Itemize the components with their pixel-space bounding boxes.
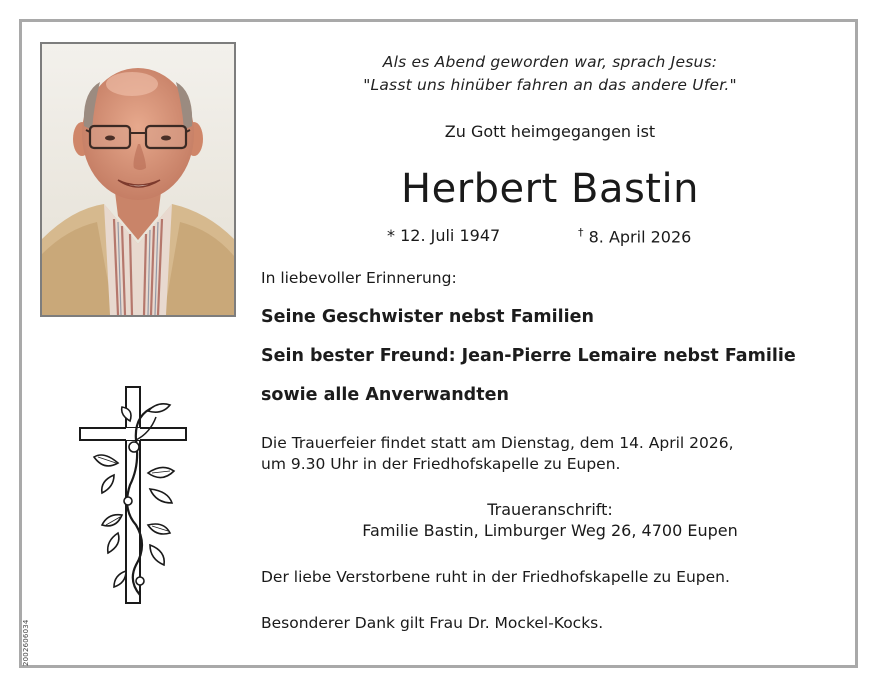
quote-line-1: Als es Abend geworden war, sprach Jesus:: [382, 53, 718, 71]
death-mark: †: [578, 226, 584, 239]
mourner-line: Sein bester Freund: Jean-Pierre Lemaire nebst Familie: [261, 346, 796, 366]
quote-line-2: "Lasst uns hinüber fahren an das andere Ufer.": [363, 76, 737, 94]
mourner-line: Seine Geschwister nebst Familien: [261, 307, 594, 327]
thanks-note: Besonderer Dank gilt Frau Dr. Mockel-Kocks.: [261, 614, 604, 632]
cross-with-vine-icon: [78, 385, 190, 607]
memory-label: In liebevoller Erinnerung:: [261, 269, 457, 287]
death-date-value: 8. April 2026: [588, 227, 692, 247]
side-code: 2002606034: [22, 619, 30, 666]
mourner-line: sowie alle Anverwandten: [261, 385, 509, 405]
portrait-photo: [40, 42, 236, 317]
rest-note: Der liebe Verstorbene ruht in der Friedhofskapelle zu Eupen.: [261, 568, 730, 586]
death-date: [578, 226, 691, 246]
intro-text: Zu Gott heimgegangen ist: [444, 122, 656, 141]
birth-date-value: 12. Juli 1947: [400, 226, 501, 245]
birth-mark: *: [387, 226, 395, 245]
address-title: Traueranschrift:: [487, 500, 613, 519]
funeral-line-2: um 9.30 Uhr in der Friedhofskapelle zu Eupen.: [261, 455, 621, 473]
address-value: Familie Bastin, Limburger Weg 26, 4700 Eupen: [362, 521, 738, 540]
funeral-line-1: Die Trauerfeier findet statt am Dienstag, dem 14. April 2026,: [261, 434, 734, 452]
birth-date: [387, 226, 500, 245]
deceased-name: Herbert Bastin: [401, 166, 699, 212]
